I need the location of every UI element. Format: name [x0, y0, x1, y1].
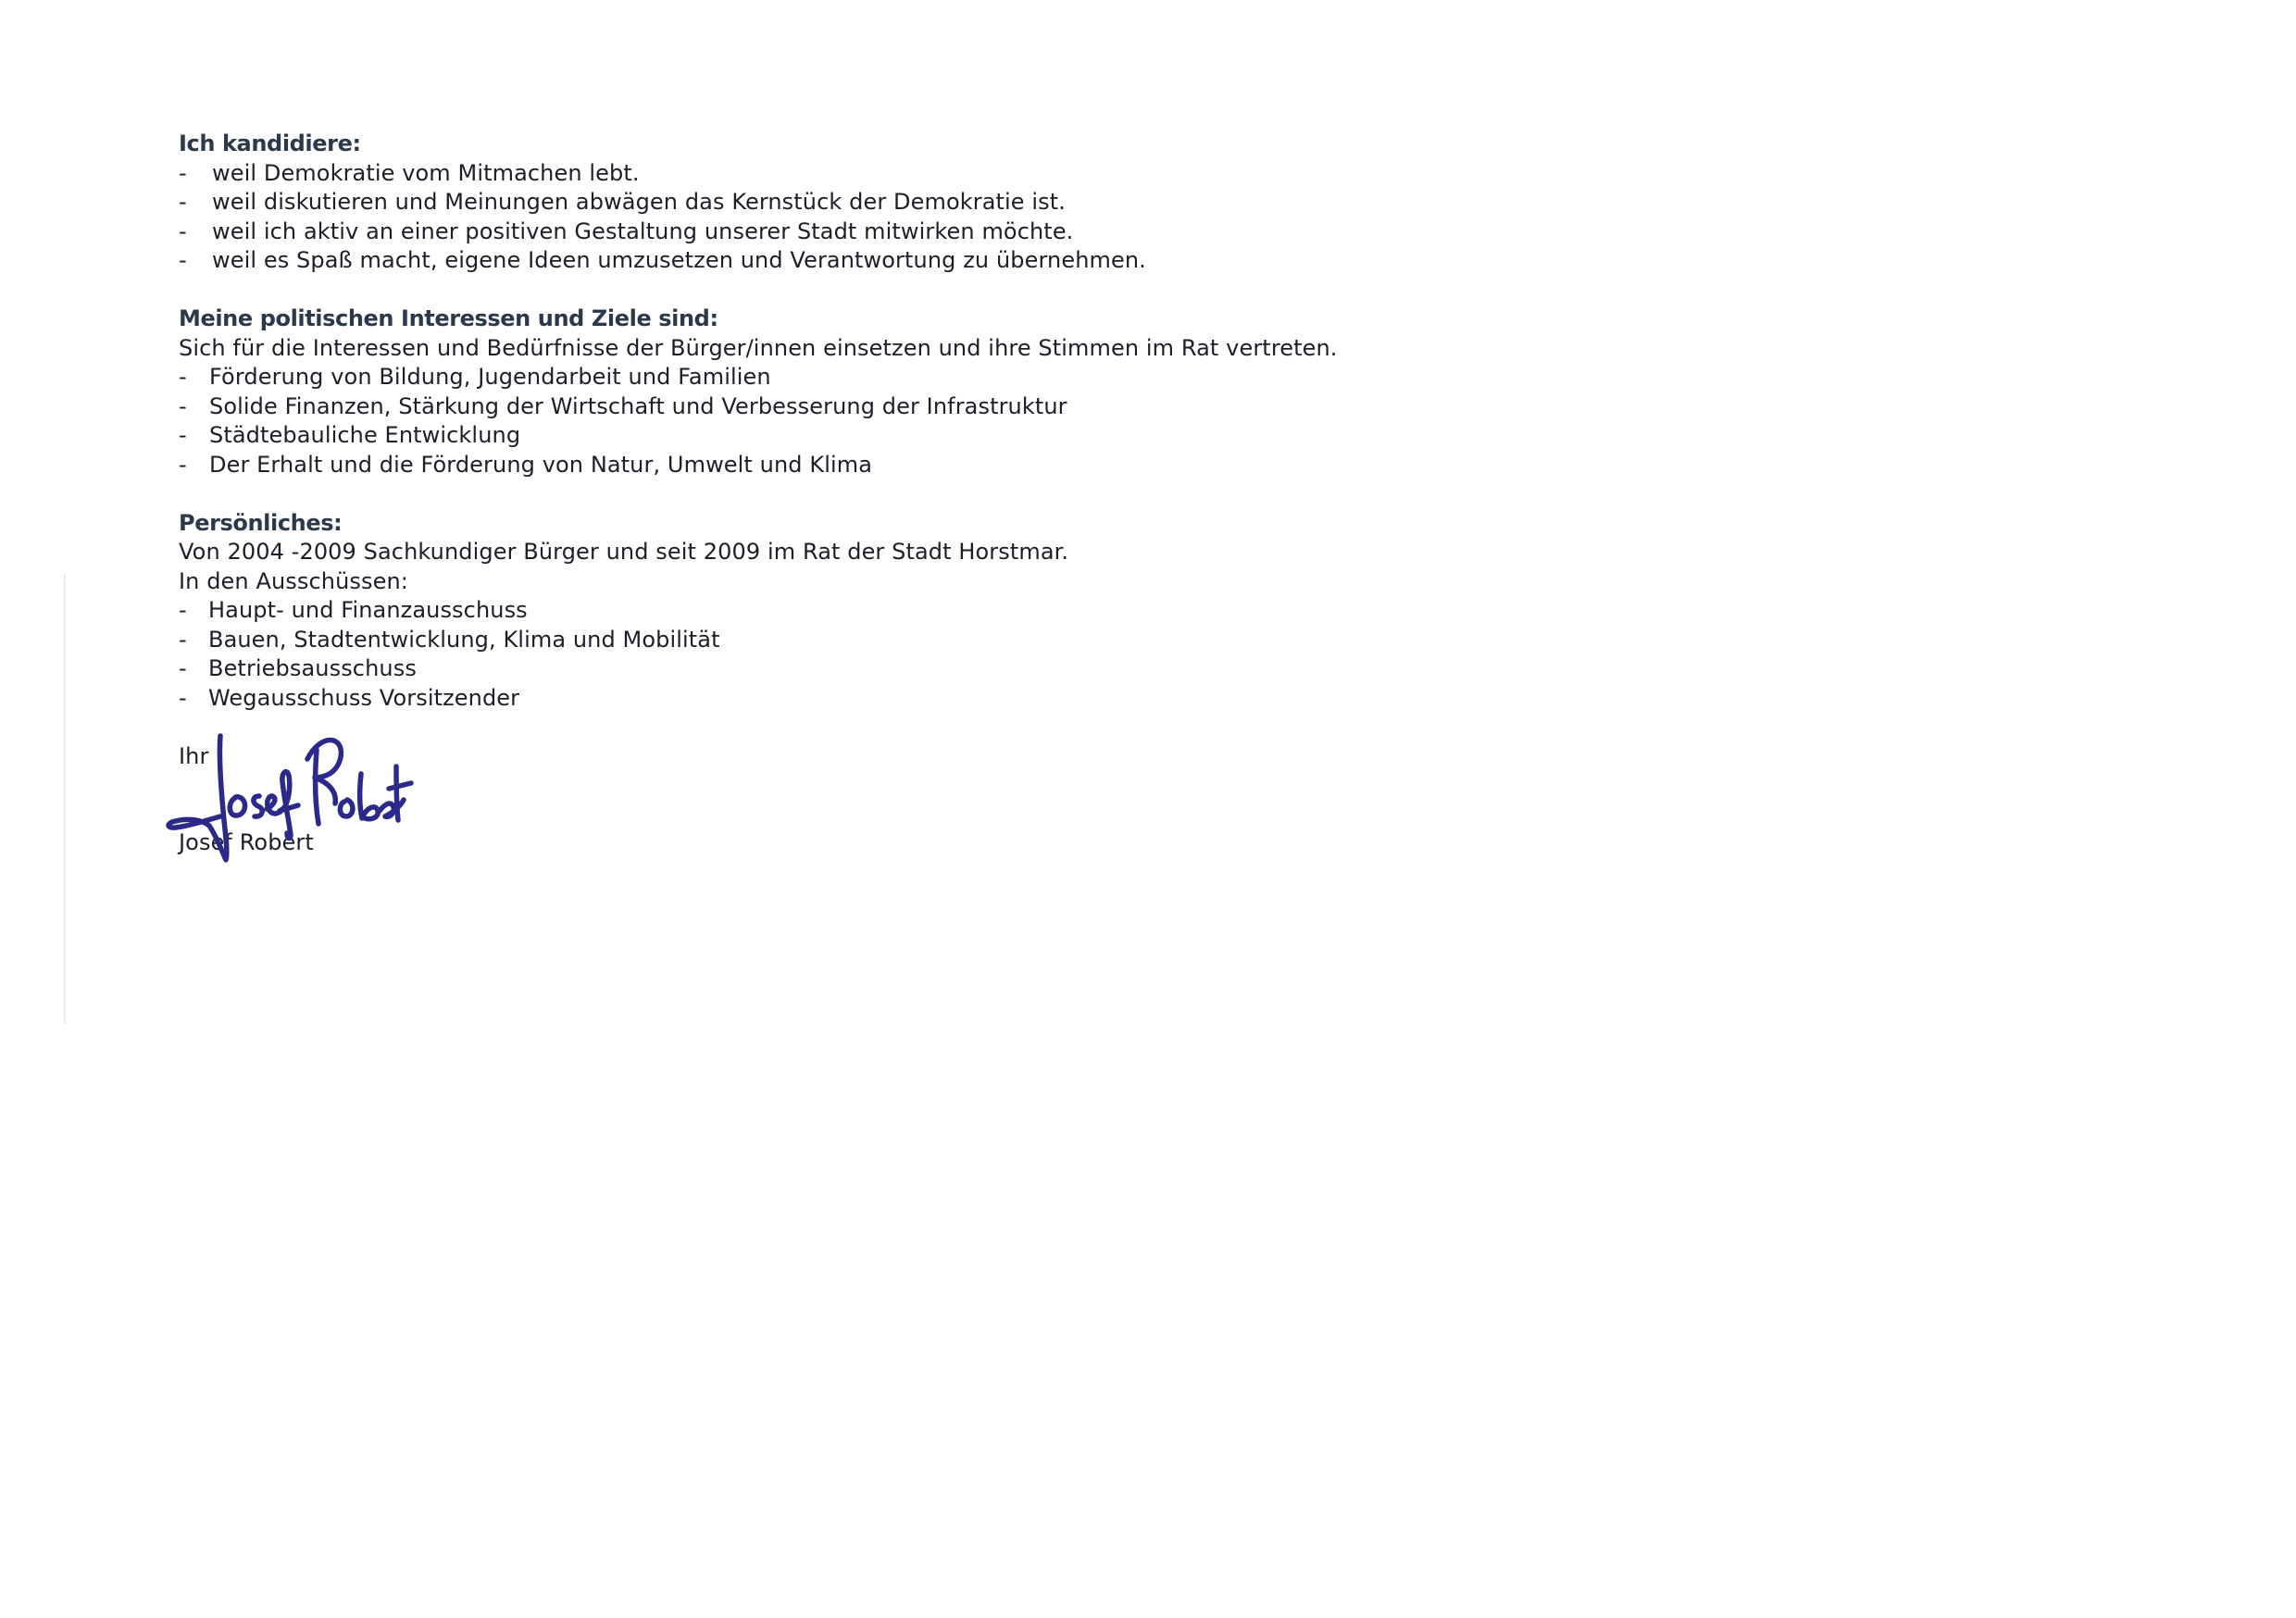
bullet-dash: -: [179, 626, 187, 653]
personal-history: Von 2004 -2009 Sachkundiger Bürger und seit 2009 im Rat der Stadt Horstmar.: [179, 539, 1069, 565]
goals-intro: Sich für die Interessen und Bedürfnisse der Bürger/innen einsetzen und ihre Stimmen im Rat vertreten.: [179, 334, 1338, 361]
reasons-list: [179, 159, 1429, 276]
list-item: - Städtebauliche Entwicklung: [179, 421, 1429, 451]
list-item: - Wegausschuss Vorsitzender: [179, 684, 1429, 714]
bullet-dash: -: [179, 247, 187, 273]
signature-stroke: [230, 797, 244, 815]
bullet-dash: -: [179, 189, 187, 215]
list-item: - Solide Finanzen, Stärkung der Wirtschaft und Verbesserung der Infrastruktur: [179, 392, 1429, 422]
closing-greeting: Ihr: [179, 742, 209, 769]
personal-heading: Persönliches:: [179, 509, 343, 536]
signature-stroke: [340, 800, 353, 816]
signature-stroke: [360, 774, 379, 819]
signer-name: Josef Robert: [179, 829, 314, 855]
list-item: - weil ich aktiv an einer positiven Gestaltung unserer Stadt mitwirken möchte.: [179, 218, 1429, 247]
bullet-dash: -: [179, 218, 187, 244]
bullet-dash: -: [179, 392, 187, 419]
list-item: - weil es Spaß macht, eigene Ideen umzusetzen und Verantwortung zu übernehmen.: [179, 246, 1429, 276]
goals-list: [179, 363, 1429, 479]
list-item: - weil diskutieren und Meinungen abwägen das Kernstück der Demokratie ist.: [179, 188, 1429, 218]
bullet-dash: -: [179, 422, 187, 448]
list-item: - weil Demokratie vom Mitmachen lebt.: [179, 159, 1429, 189]
list-item: - Förderung von Bildung, Jugendarbeit und Familien: [179, 363, 1429, 392]
signature-stroke: [396, 766, 398, 820]
signature-stroke: [307, 741, 341, 804]
section-reasons: [179, 130, 1429, 276]
signature-strokes: [168, 736, 411, 860]
list-item: - Betriebsausschuss: [179, 654, 1429, 684]
bullet-dash: -: [179, 159, 187, 186]
signature-stroke: [254, 796, 262, 816]
committees-label: In den Ausschüssen:: [179, 567, 408, 594]
signature-stroke: [168, 736, 227, 860]
list-item: - Bauen, Stadtentwicklung, Klima und Mobilität: [179, 626, 1429, 655]
committees-list: [179, 596, 1429, 713]
page-edge-line: [64, 574, 66, 1024]
list-item: - Der Erhalt und die Förderung von Natur, Umwelt und Klima: [179, 451, 1429, 480]
bullet-dash: -: [179, 597, 187, 623]
bullet-dash: -: [179, 451, 187, 478]
signature-stroke: [389, 783, 411, 789]
signature-stroke: [282, 772, 291, 839]
bullet-dash: -: [179, 684, 187, 711]
signature-stroke: [316, 750, 318, 824]
section-goals: [179, 305, 1429, 479]
bullet-dash: -: [179, 364, 187, 390]
bullet-dash: -: [179, 655, 187, 681]
section-personal: [179, 509, 1429, 714]
list-item: - Haupt- und Finanzausschuss: [179, 596, 1429, 626]
handwritten-signature: [163, 728, 427, 868]
goals-heading: Meine politischen Interessen und Ziele sind:: [179, 305, 718, 331]
reasons-heading: Ich kandidiere:: [179, 131, 361, 156]
